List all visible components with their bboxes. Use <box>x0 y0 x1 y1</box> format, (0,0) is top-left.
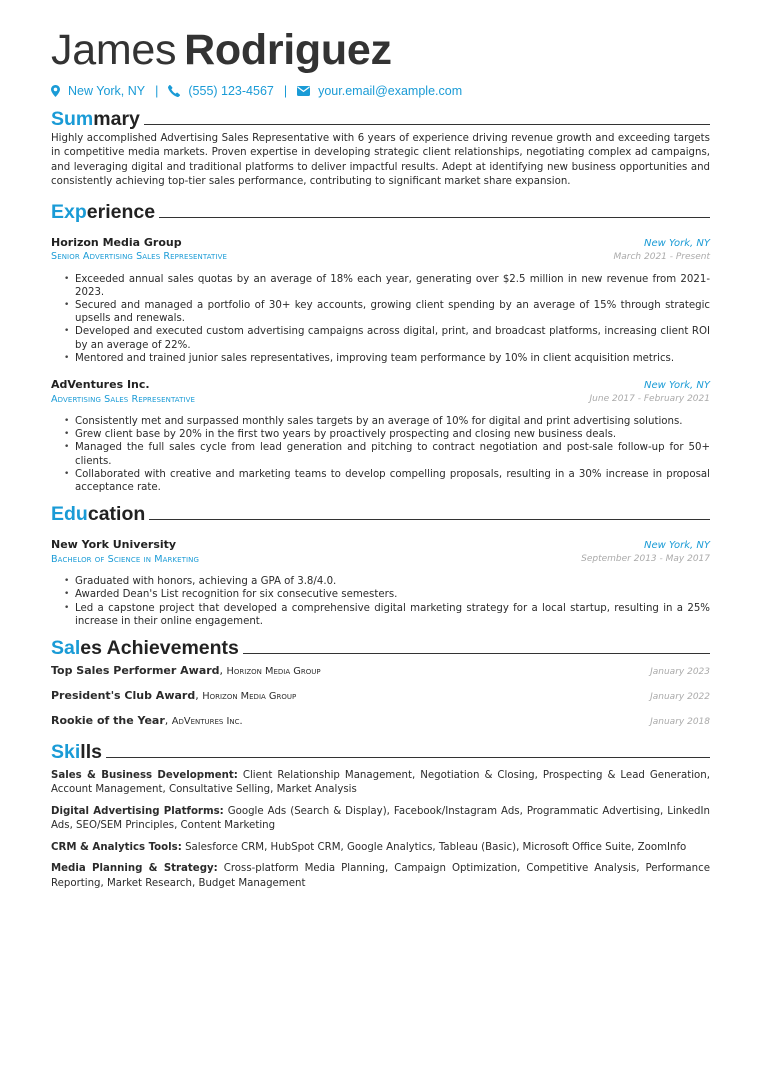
award-date: January 2018 <box>650 717 710 728</box>
award-name: President's Club Award <box>51 689 196 703</box>
bullet-item: • Grew client base by 20% in the first two years by proactively prospecting and closing new business deals. <box>75 428 710 441</box>
entry-role: Senior Advertising Sales Representative <box>51 251 228 263</box>
experience-entry <box>51 376 710 494</box>
envelope-icon <box>297 86 310 96</box>
title-rest: es Achievements <box>80 637 239 660</box>
skill-category: CRM & Analytics Tools: <box>51 841 182 853</box>
section-rule <box>243 653 710 654</box>
first-name: James <box>51 26 177 74</box>
email-text: your.email@example.com <box>318 84 463 98</box>
achievement-row: Top Sales Performer Award, Horizon Media Group January 2023 <box>51 664 710 678</box>
entry-bullets <box>51 575 710 628</box>
entry-dates: March 2021 - Present <box>613 251 710 262</box>
skill-line <box>51 841 710 855</box>
skill-line <box>51 862 710 891</box>
title-rest: cation <box>87 503 146 526</box>
entry-bullets <box>51 415 710 494</box>
skill-line <box>51 769 710 798</box>
bullet-item: • Graduated with honors, achieving a GPA of 3.8/4.0. <box>75 575 710 588</box>
map-marker-icon <box>51 85 60 97</box>
award-organization: Horizon Media Group <box>202 691 297 703</box>
bullet-item: • Collaborated with creative and marketing teams to develop compelling proposals, resulting in a 30% increase in proposal acceptance rate. <box>75 468 710 494</box>
bullet-item: • Consistently met and surpassed monthly sales targets by an average of 10% for digital and print advertising solutions. <box>75 415 710 428</box>
entry-dates: June 2017 - February 2021 <box>589 394 710 405</box>
skill-category: Sales & Business Development: <box>51 770 238 782</box>
section-achievements-title <box>51 635 710 659</box>
section-summary-title <box>51 106 710 130</box>
entry-bullets <box>51 273 710 365</box>
title-rest: lls <box>80 741 102 764</box>
bullet-item: • Awarded Dean's List recognition for six consecutive semesters. <box>75 588 710 601</box>
entry-dates: September 2013 - May 2017 <box>581 554 710 565</box>
award-date: January 2022 <box>650 692 710 703</box>
achievement-row: Rookie of the Year, AdVentures Inc. January 2018 <box>51 714 710 728</box>
contact-separator: | <box>283 84 288 98</box>
section-education-title <box>51 501 710 525</box>
skill-list: Cross-platform Media Planning, Campaign Optimization, Competitive Analysis, Performance Reporting, Market Research, Budget Management <box>51 863 711 889</box>
skill-list: Google Ads (Search & Display), Facebook/Instagram Ads, Programmatic Advertising, LinkedIn Ads, SEO/SEM Principles, Content Marketing <box>51 805 710 832</box>
phone-text: (555) 123-4567 <box>188 84 274 98</box>
resume-page <box>51 24 710 891</box>
location-text: New York, NY <box>68 84 146 98</box>
section-rule <box>159 217 710 218</box>
award-date: January 2023 <box>650 667 710 678</box>
contact-email[interactable] <box>297 84 462 98</box>
section-skills-title <box>51 739 710 763</box>
award-organization: AdVentures Inc. <box>171 716 243 728</box>
bullet-item: • Secured and managed a portfolio of 30+ key accounts, growing client spending by an average of 15% through strategic upsells and renewals. <box>75 299 710 325</box>
section-rule <box>106 757 710 758</box>
title-accent: Sal <box>51 637 81 660</box>
award-organization: Horizon Media Group <box>226 666 321 678</box>
skill-category: Digital Advertising Platforms: <box>51 805 224 817</box>
phone-icon <box>168 85 180 97</box>
section-rule <box>149 519 710 520</box>
award-name: Top Sales Performer Award <box>51 664 220 678</box>
entry-organization: AdVentures Inc. <box>51 378 150 392</box>
entry-role: Bachelor of Science in Marketing <box>51 553 200 565</box>
bullet-item: • Managed the full sales cycle from lead generation and pitching to contract negotiation and post-sale follow-up for 50+ clients. <box>75 441 710 467</box>
award-name: Rookie of the Year <box>51 714 165 728</box>
bullet-item: • Led a capstone project that developed a comprehensive digital marketing strategy for a local startup, resulting in a 25% increase in their online engagement. <box>75 602 710 628</box>
skill-category: Media Planning & Strategy: <box>51 863 218 875</box>
title-accent: Edu <box>51 503 88 526</box>
bullet-item: • Developed and executed custom advertising campaigns across digital, print, and broadcast platforms, increasing client ROI by an average of 22%. <box>75 325 710 351</box>
bullet-item: • Mentored and trained junior sales representatives, improving team performance by 10% in client acquisition metrics. <box>75 352 710 365</box>
achievement-row: President's Club Award, Horizon Media Group January 2022 <box>51 689 710 703</box>
skill-list: Salesforce CRM, HubSpot CRM, Google Analytics, Tableau (Basic), Microsoft Office Suite, ZoomInfo <box>185 841 687 853</box>
contact-line <box>51 81 710 101</box>
experience-entry <box>51 234 710 365</box>
entry-organization: Horizon Media Group <box>51 235 182 249</box>
bullet-item: • Exceeded annual sales quotas by an average of 18% each year, generating over $2.5 million in new revenue from 2021-2023. <box>75 273 710 299</box>
section-rule <box>144 124 710 125</box>
contact-location <box>51 84 145 98</box>
skill-list: Client Relationship Management, Negotiation & Closing, Prospecting & Lead Generation, Account Management, Consultative Selling, Market Analysis <box>51 770 710 796</box>
entry-location: New York, NY <box>644 380 710 392</box>
title-rest: erience <box>86 200 156 223</box>
candidate-name <box>51 24 710 76</box>
entry-location: New York, NY <box>644 540 710 552</box>
last-name: Rodriguez <box>184 26 392 74</box>
summary-text: Highly accomplished Advertising Sales Representative with 6 years of experience driving revenue growth and exceeding targets in competitive media markets. Proven expertise in developing strategic client relationships, negotiating complex ad campaigns, and leveraging digital and traditional platforms to deliver impactful results. Adept at identifying new business opportunities and consistently achieving top-tier sales performance, contributing to significant market share expansion. <box>51 133 710 188</box>
skill-line <box>51 805 710 834</box>
section-experience-title <box>51 199 710 223</box>
entry-role: Advertising Sales Representative <box>51 393 196 405</box>
title-accent: Exp <box>51 200 87 223</box>
entry-organization: New York University <box>51 538 177 552</box>
education-entry <box>51 536 710 628</box>
entry-location: New York, NY <box>644 237 710 249</box>
title-accent: Ski <box>51 741 81 764</box>
title-rest: mary <box>93 108 140 130</box>
title-accent: Sum <box>51 108 94 130</box>
contact-phone[interactable] <box>168 84 273 98</box>
contact-separator: | <box>155 84 159 98</box>
